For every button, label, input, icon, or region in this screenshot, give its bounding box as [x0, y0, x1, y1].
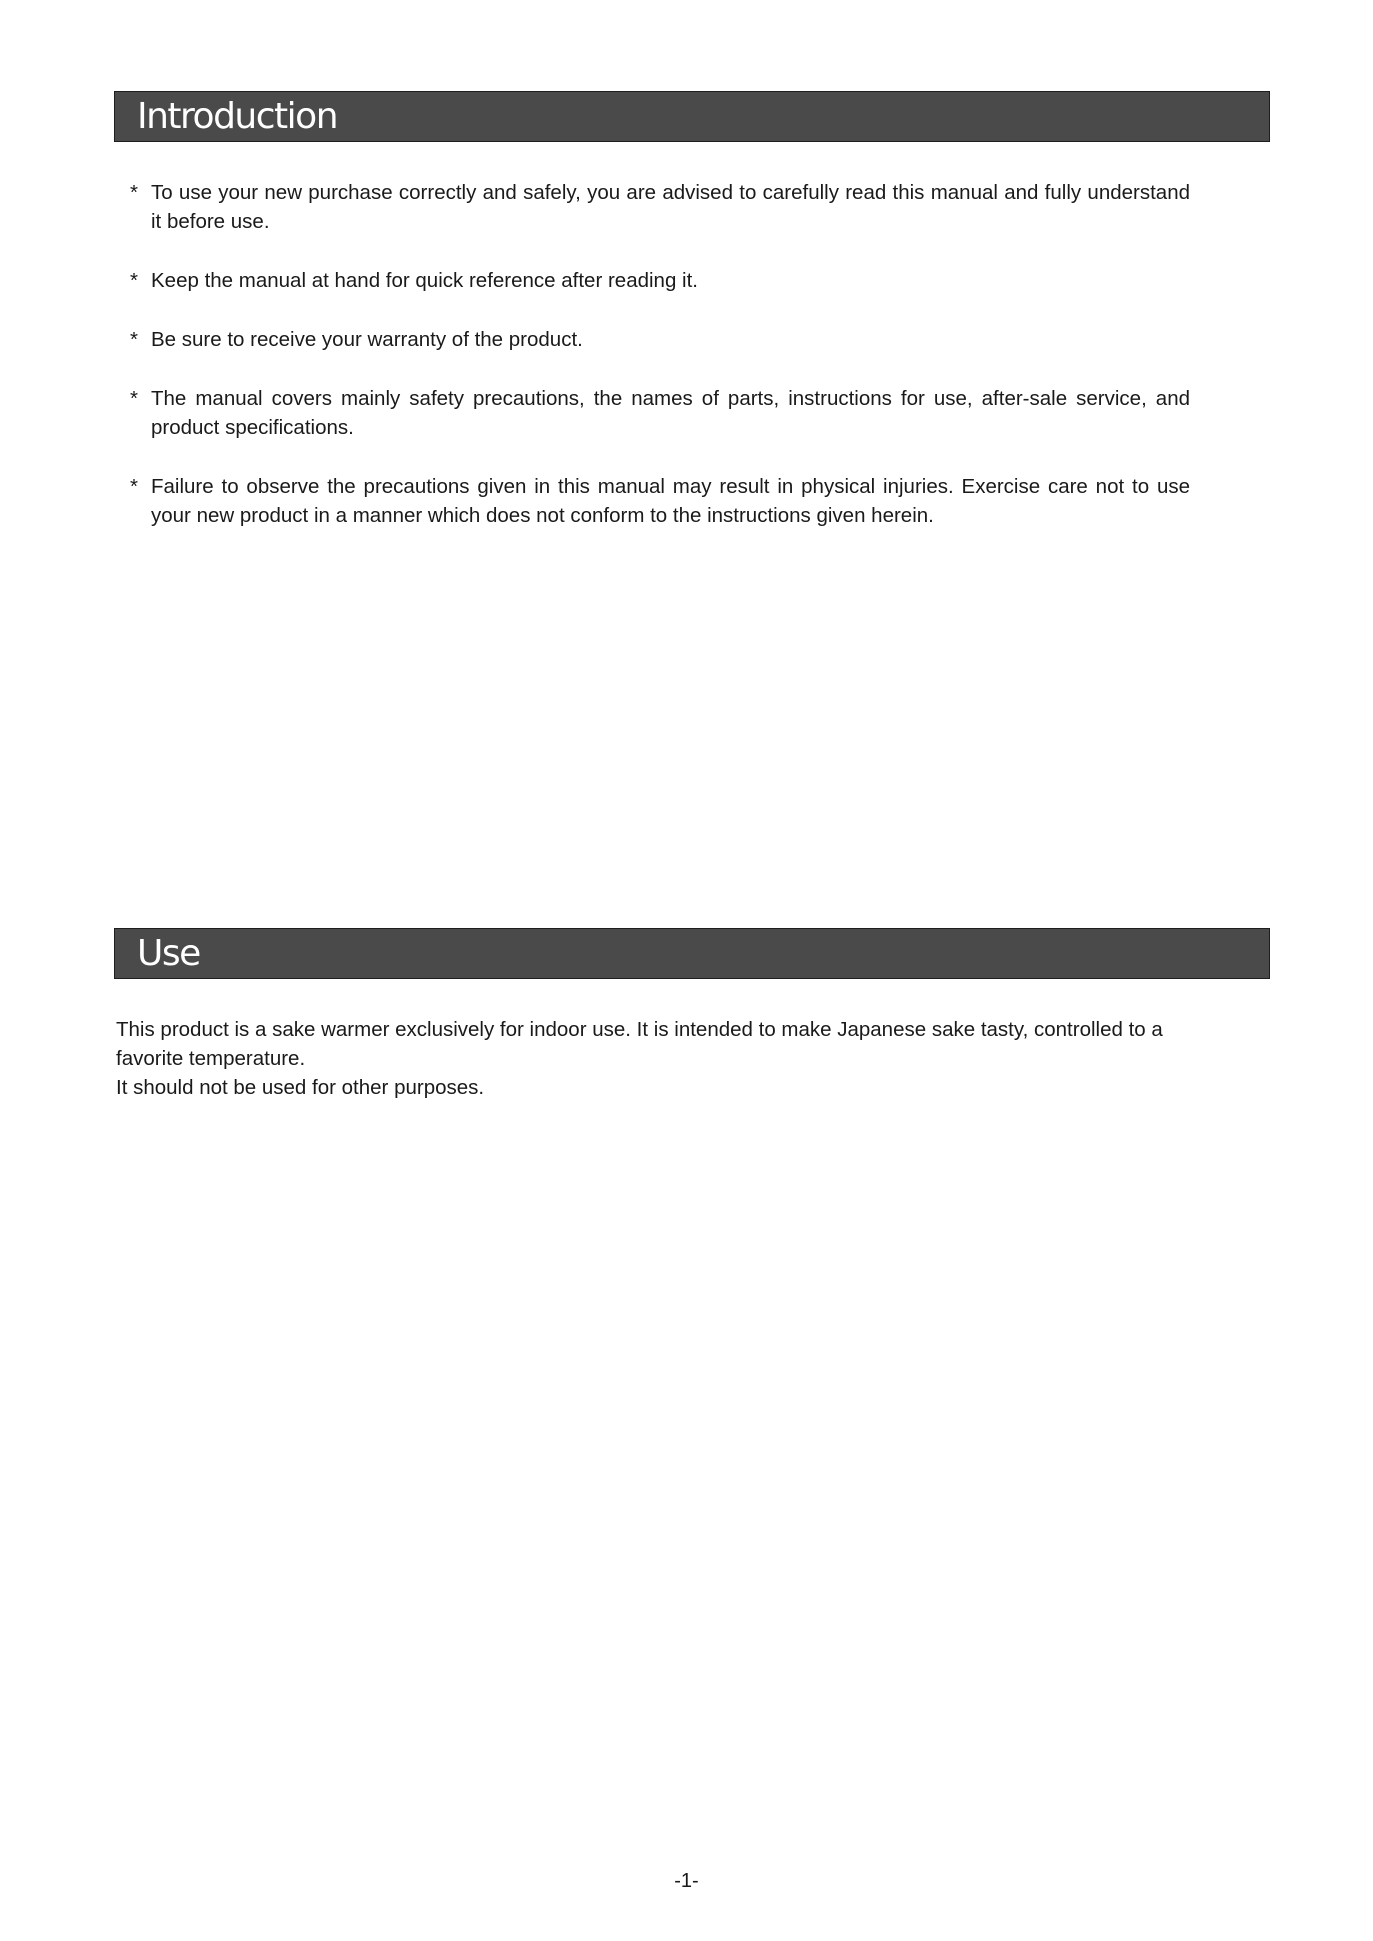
introduction-header-bar: [114, 91, 1270, 142]
bullet-asterisk: *: [130, 269, 138, 292]
bullet-asterisk: *: [130, 328, 138, 351]
bullet-text: Failure to observe the precautions given in this manual may result in physical injuries. Exercise care not to use your new product in a manner which does not conform to the instructions given herein.: [151, 475, 1190, 527]
bullet-text: To use your new purchase correctly and safely, you are advised to carefully read this manual and fully understand it before use.: [151, 181, 1190, 233]
bullet-text: The manual covers mainly safety precautions, the names of parts, instructions for use, after-sale service, and product specifications.: [151, 387, 1190, 439]
use-paragraph: It should not be used for other purposes.: [116, 1076, 485, 1099]
introduction-bullet-item: [130, 178, 1190, 236]
introduction-bullet-item: [130, 384, 1190, 442]
introduction-bullet-item: [130, 266, 1190, 295]
bullet-asterisk: *: [130, 387, 138, 410]
bullet-text: Keep the manual at hand for quick reference after reading it.: [151, 269, 699, 292]
bullet-asterisk: *: [130, 181, 138, 204]
introduction-bullet-list: [130, 178, 1190, 560]
page-number: -1-: [674, 1870, 699, 1892]
use-heading: Use: [137, 933, 200, 974]
introduction-heading: Introduction: [137, 96, 338, 137]
bullet-asterisk: *: [130, 475, 138, 498]
use-paragraph: This product is a sake warmer exclusively for indoor use. It is intended to make Japanese sake tasty, controlled to a favorite temperature.: [116, 1018, 1163, 1070]
bullet-text: Be sure to receive your warranty of the product.: [151, 328, 583, 351]
use-header-bar: [114, 928, 1270, 979]
use-description: [116, 1015, 1196, 1102]
introduction-bullet-item: [130, 472, 1190, 530]
introduction-bullet-item: [130, 325, 1190, 354]
